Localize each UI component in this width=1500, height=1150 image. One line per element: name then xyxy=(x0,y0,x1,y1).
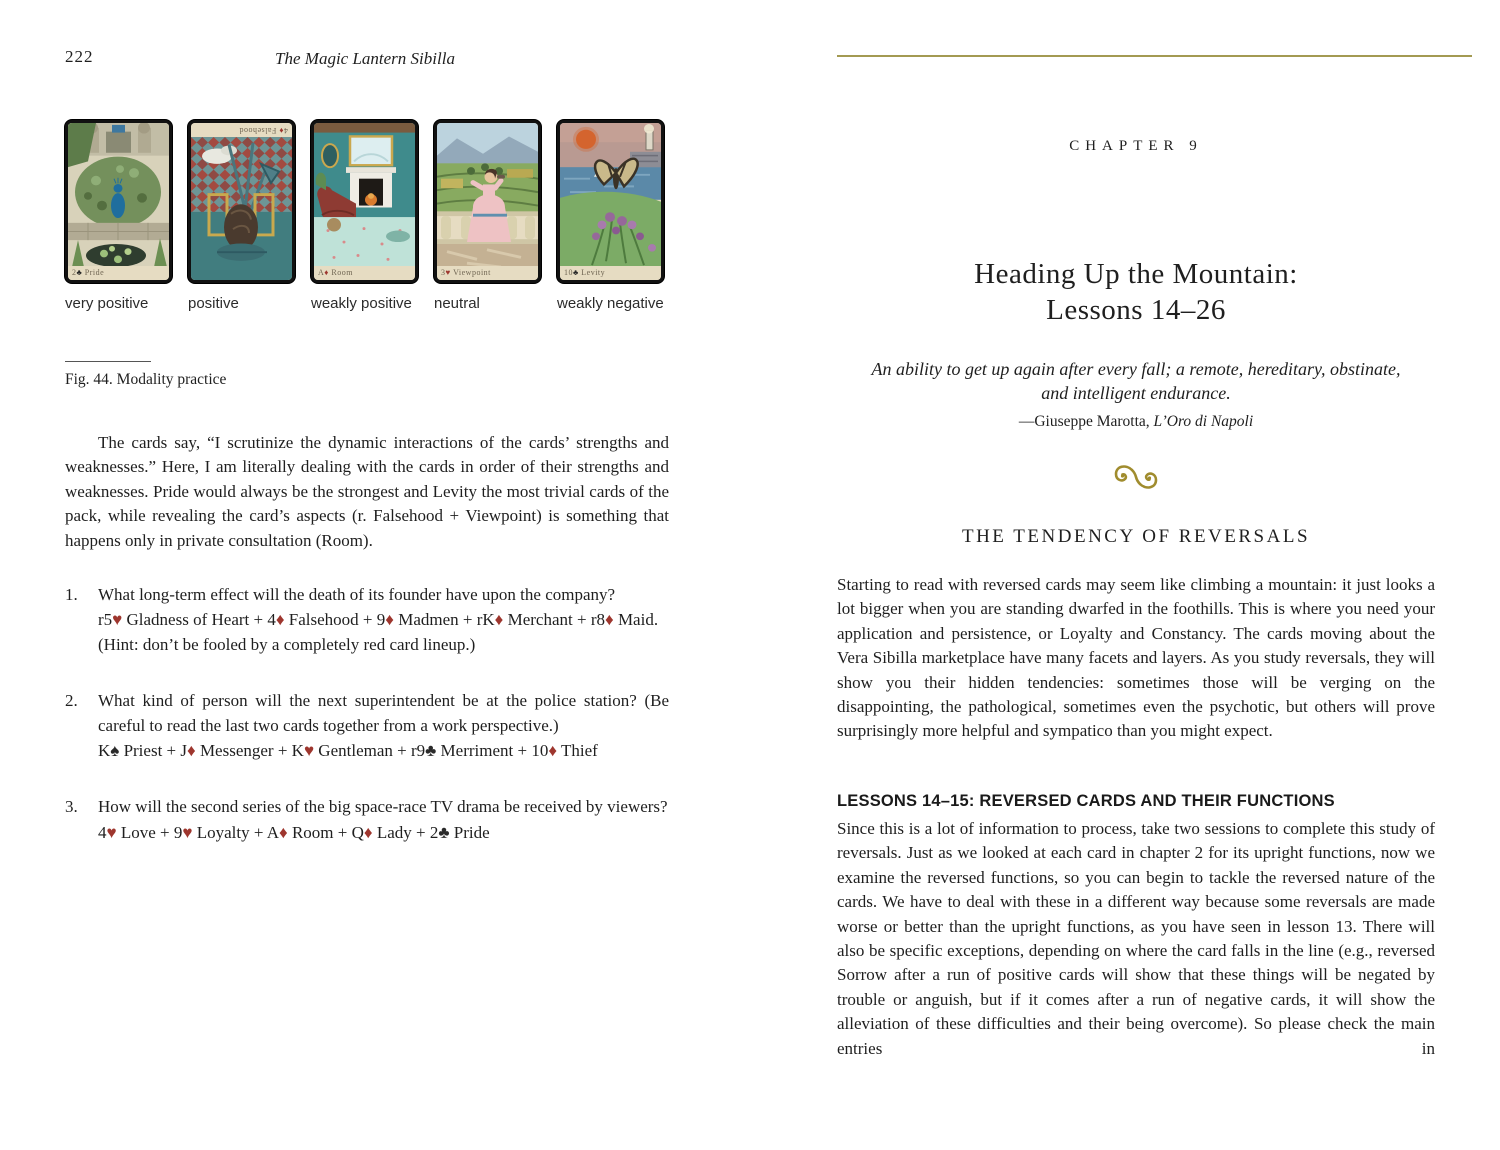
question-number: 1. xyxy=(65,585,78,604)
question-text: What kind of person will the next superintendent be at the police station? (Be careful to read the last two cards together from a work perspective.) xyxy=(98,691,669,735)
question-item-1 xyxy=(65,583,669,657)
card-pride-art-icon xyxy=(68,123,169,267)
card-levity-art-icon xyxy=(560,123,661,267)
lessons-paragraph: Since this is a lot of information to process, take two sessions to complete this study of reversals. Just as we looked at each card in chapter 2 for its upright functions, now we examine the reversed functions, so you can begin to tackle the reversed nature of the cards. We have to deal with these in a different way because some reversals are made worse or better than the upright functions, as you have seen in lesson 13. There will also be specific exceptions, depending on where the card falls in the line (e.g., reversed Sorrow after a run of positive cards will show that these things will be negated by trouble or anguish, but if it comes after a run of negative cards, it will show the alleviation of these difficulties and their being overcome). So please check the main entries in xyxy=(837,819,1435,1058)
card-viewpoint-title: 3♥ Viewpoint xyxy=(437,266,538,280)
card-pride-title: 2♣ Pride xyxy=(68,266,169,280)
modality-label: weakly positive xyxy=(311,295,412,312)
chapter-top-rule xyxy=(837,55,1472,57)
modality-label: neutral xyxy=(434,295,480,312)
running-head: The Magic Lantern Sibilla xyxy=(275,49,455,68)
scroll-ornament-icon xyxy=(1113,463,1159,491)
chapter-title-line2: Lessons 14–26 xyxy=(1046,294,1226,326)
card-falsehood-reversed xyxy=(188,120,295,283)
card-pride-frame xyxy=(68,123,169,280)
card-viewpoint-frame xyxy=(437,123,538,280)
card-levity-frame xyxy=(560,123,661,280)
card-room-title: A♦ Room xyxy=(314,266,415,280)
card-levity xyxy=(557,120,664,283)
question-card-line: K♠ Priest + J♦ Messenger + K♥ Gentleman + r9♣ Merriment + 10♦ Thief xyxy=(98,741,598,761)
section-heading: THE TENDENCY OF REVERSALS xyxy=(961,526,1311,547)
section-ornament xyxy=(837,463,1435,496)
attribution-author: —Giuseppe Marotta, xyxy=(1018,413,1154,430)
question-number: 2. xyxy=(65,691,78,711)
chapter-label: CHAPTER 9 xyxy=(1069,138,1203,154)
modality-label: weakly negative xyxy=(557,295,664,312)
card-room xyxy=(311,120,418,283)
question-item-2 xyxy=(65,689,669,763)
epigraph-attribution xyxy=(837,413,1435,431)
card-falsehood-frame xyxy=(191,123,292,280)
question-body xyxy=(98,583,669,657)
figure-divider xyxy=(65,361,151,362)
card-levity-title: 10♣ Levity xyxy=(560,266,661,280)
modality-label: very positive xyxy=(65,295,149,312)
card-figure-row xyxy=(65,120,664,283)
left-body-paragraph: The cards say, “I scrutinize the dynamic interactions of the cards’ strengths and weaknesses.” Here, I am literally dealing with the cards in order of their strengths and weaknesses. Pride would always be the strongest and Levity the most trivial cards of the pack, while revealing the card’s aspects (r. Falsehood + Viewpoint) is something that happens only in private consultation (Room). xyxy=(65,433,669,550)
question-text: How will the second series of the big space-race TV drama be received by viewers? xyxy=(98,797,668,817)
question-card-line: 4♥ Love + 9♥ Loyalty + A♦ Room + Q♦ Lady + 2♣ Pride xyxy=(98,822,490,842)
modality-label-row xyxy=(65,294,664,313)
question-card-line: r5♥ Gladness of Heart + 4♦ Falsehood + 9♦ Madmen + rK♦ Merchant + r8♦ Maid. (Hint: don’t be fooled by a completely red card lineup.) xyxy=(98,610,659,654)
card-room-art-icon xyxy=(314,123,415,267)
card-viewpoint-art-icon xyxy=(437,123,538,267)
practice-questions-list xyxy=(65,583,669,845)
question-text: What long-term effect will the death of its founder have upon the company? xyxy=(98,585,616,604)
chapter-title-line1: Heading Up the Mountain: xyxy=(974,258,1298,290)
page-number: 222 xyxy=(65,47,94,66)
epigraph: An ability to get up again after every fall; a remote, hereditary, obstinate, and intelligent endurance. xyxy=(871,359,1401,403)
card-room-frame xyxy=(314,123,415,280)
chapter-title xyxy=(837,256,1435,328)
question-body xyxy=(98,689,669,763)
figure-caption: Fig. 44. Modality practice xyxy=(65,371,227,388)
card-falsehood-art-icon xyxy=(191,137,292,280)
question-body xyxy=(98,795,669,845)
card-falsehood-title: 4♦ Falsehood xyxy=(191,123,292,137)
lessons-subheading: LESSONS 14–15: REVERSED CARDS AND THEIR FUNCTIONS xyxy=(837,792,1335,810)
card-viewpoint xyxy=(434,120,541,283)
card-pride xyxy=(65,120,172,283)
reversals-paragraph: Starting to read with reversed cards may seem like climbing a mountain: it just looks a lot bigger when you are standing dwarfed in the foothills. This is where you need your application and persistence, or Loyalty and Constancy. The cards moving about the Vera Sibilla marketplace have many facets and layers. As you study reversals, they will show you their hidden tendencies: sometimes those will be verging on the disappointing, the pathological, sometimes even the psychotic, but others will prove surprisingly more helpful and sympatico than you might expect. xyxy=(837,575,1435,741)
question-item-3 xyxy=(65,795,669,845)
attribution-work-title: L’Oro di Napoli xyxy=(1153,413,1254,430)
question-number: 3. xyxy=(65,797,78,817)
modality-label: positive xyxy=(188,295,239,312)
